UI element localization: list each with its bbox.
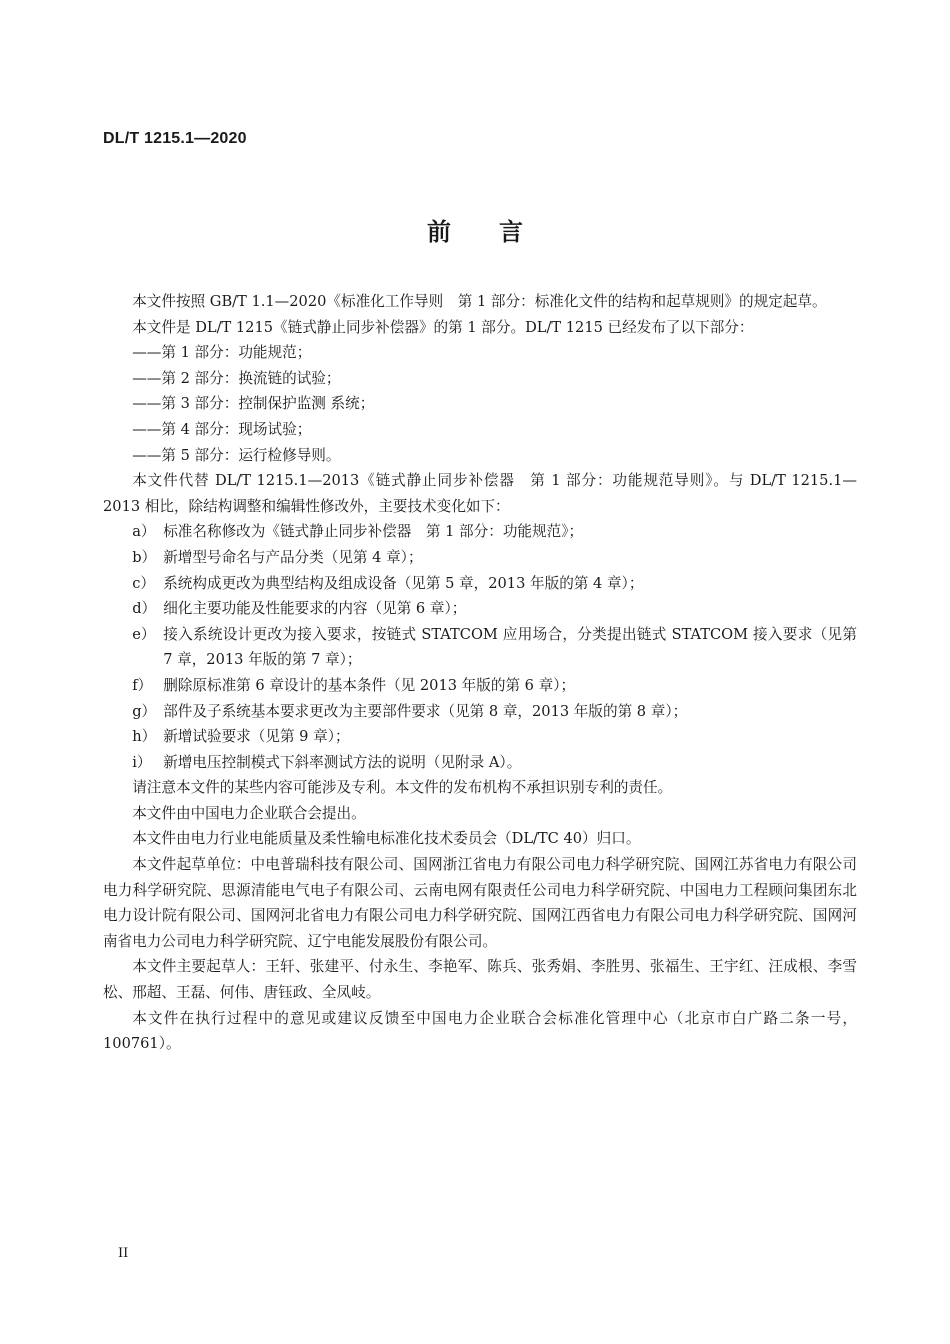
list-item (103, 724, 857, 750)
list-item (103, 519, 857, 545)
paragraph: 本文件在执行过程中的意见或建议反馈至中国电力企业联合会标准化管理中心（北京市白广路二条一号，100761）。 (103, 1009, 857, 1053)
list-item: ——第 3 部分：控制保护监测 系统； (132, 395, 375, 413)
list-text: 新增型号命名与产品分类（见第 4 章）； (163, 548, 423, 566)
standard-code: DL/T 1215.1—2020 (103, 130, 247, 147)
list-item (103, 571, 857, 597)
paragraph: 本文件由电力行业电能质量及柔性输电标准化技术委员会（DL/TC 40）归口。 (132, 830, 641, 848)
list-item (103, 545, 857, 571)
paragraph: 本文件主要起草人：王轩、张建平、付永生、李艳军、陈兵、张秀娟、李胜男、张福生、王宇红、汪成根、李雪松、邢超、王磊、何伟、唐钰政、全凤岐。 (103, 958, 857, 1002)
list-item (103, 596, 857, 622)
page-title (0, 212, 950, 247)
list-label: b） (132, 548, 157, 566)
paragraph: 本文件起草单位：中电普瑞科技有限公司、国网浙江省电力有限公司电力科学研究院、国网江苏省电力有限公司电力科学研究院、思源清能电气电子有限公司、云南电网有限责任公司电力科学研究院、中国电力工程顾问集团东北电力设计院有限公司、国网河北省电力有限公司电力科学研究院、国网江西省电力有限公司电力科学研究院、国网河南省电力公司电力科学研究院、辽宁电能发展股份有限公司。 (103, 856, 857, 950)
list-item (103, 750, 857, 776)
list-text: 新增试验要求（见第 9 章）； (163, 728, 350, 746)
list-text: 新增电压控制模式下斜率测试方法的说明（见附录 A）。 (163, 753, 522, 771)
list-label: h） (132, 728, 157, 746)
list-item: ——第 2 部分：换流链的试验； (132, 369, 341, 387)
list-label: e） (132, 625, 156, 643)
page-number: II (118, 1246, 129, 1261)
list-text: 部件及子系统基本要求更改为主要部件要求（见第 8 章，2013 年版的第 8 章）； (163, 702, 688, 720)
list-text: 细化主要功能及性能要求的内容（见第 6 章）； (163, 600, 467, 618)
list-item (103, 673, 857, 699)
list-text: 系统构成更改为典型结构及组成设备（见第 5 章，2013 年版的第 4 章）； (163, 574, 644, 592)
list-item: ——第 1 部分：功能规范； (132, 344, 312, 362)
title-char-1: 前 (427, 218, 451, 246)
list-label: d） (132, 600, 157, 618)
title-char-2: 言 (499, 218, 523, 246)
list-item (103, 622, 857, 673)
list-label: a） (132, 523, 156, 541)
list-item (103, 699, 857, 725)
list-text: 标准名称修改为《链式静止同步补偿器 第 1 部分：功能规范》； (163, 523, 584, 541)
list-label: g） (132, 702, 157, 720)
paragraph: 本文件代替 DL/T 1215.1—2013《链式静止同步补偿器 第 1 部分：功能规范导则》。与 DL/T 1215.1—2013 相比，除结构调整和编辑性修改外，主要技术变化如下： (103, 472, 857, 515)
list-label: c） (132, 574, 155, 592)
foreword-body (103, 289, 857, 1057)
list-item: ——第 4 部分：现场试验； (132, 420, 312, 438)
paragraph: 本文件按照 GB/T 1.1—2020《标准化工作导则 第 1 部分：标准化文件的结构和起草规则》的规定起草。 (132, 293, 827, 310)
paragraph: 本文件是 DL/T 1215《链式静止同步补偿器》的第 1 部分。DL/T 1215 已经发布了以下部分： (132, 318, 754, 336)
list-label: f） (132, 676, 153, 694)
list-item: ——第 5 部分：运行检修导则。 (132, 446, 341, 464)
paragraph: 请注意本文件的某些内容可能涉及专利。本文件的发布机构不承担识别专利的责任。 (132, 779, 673, 797)
paragraph: 本文件由中国电力企业联合会提出。 (132, 804, 366, 822)
list-text: 删除原标准第 6 章设计的基本条件（见 2013 年版的第 6 章）； (163, 676, 576, 694)
list-label: i） (132, 753, 152, 771)
list-text: 接入系统设计更改为接入要求，按链式 STATCOM 应用场合，分类提出链式 STATCOM 接入要求（见第 7 章，2013 年版的第 7 章）； (163, 625, 857, 669)
